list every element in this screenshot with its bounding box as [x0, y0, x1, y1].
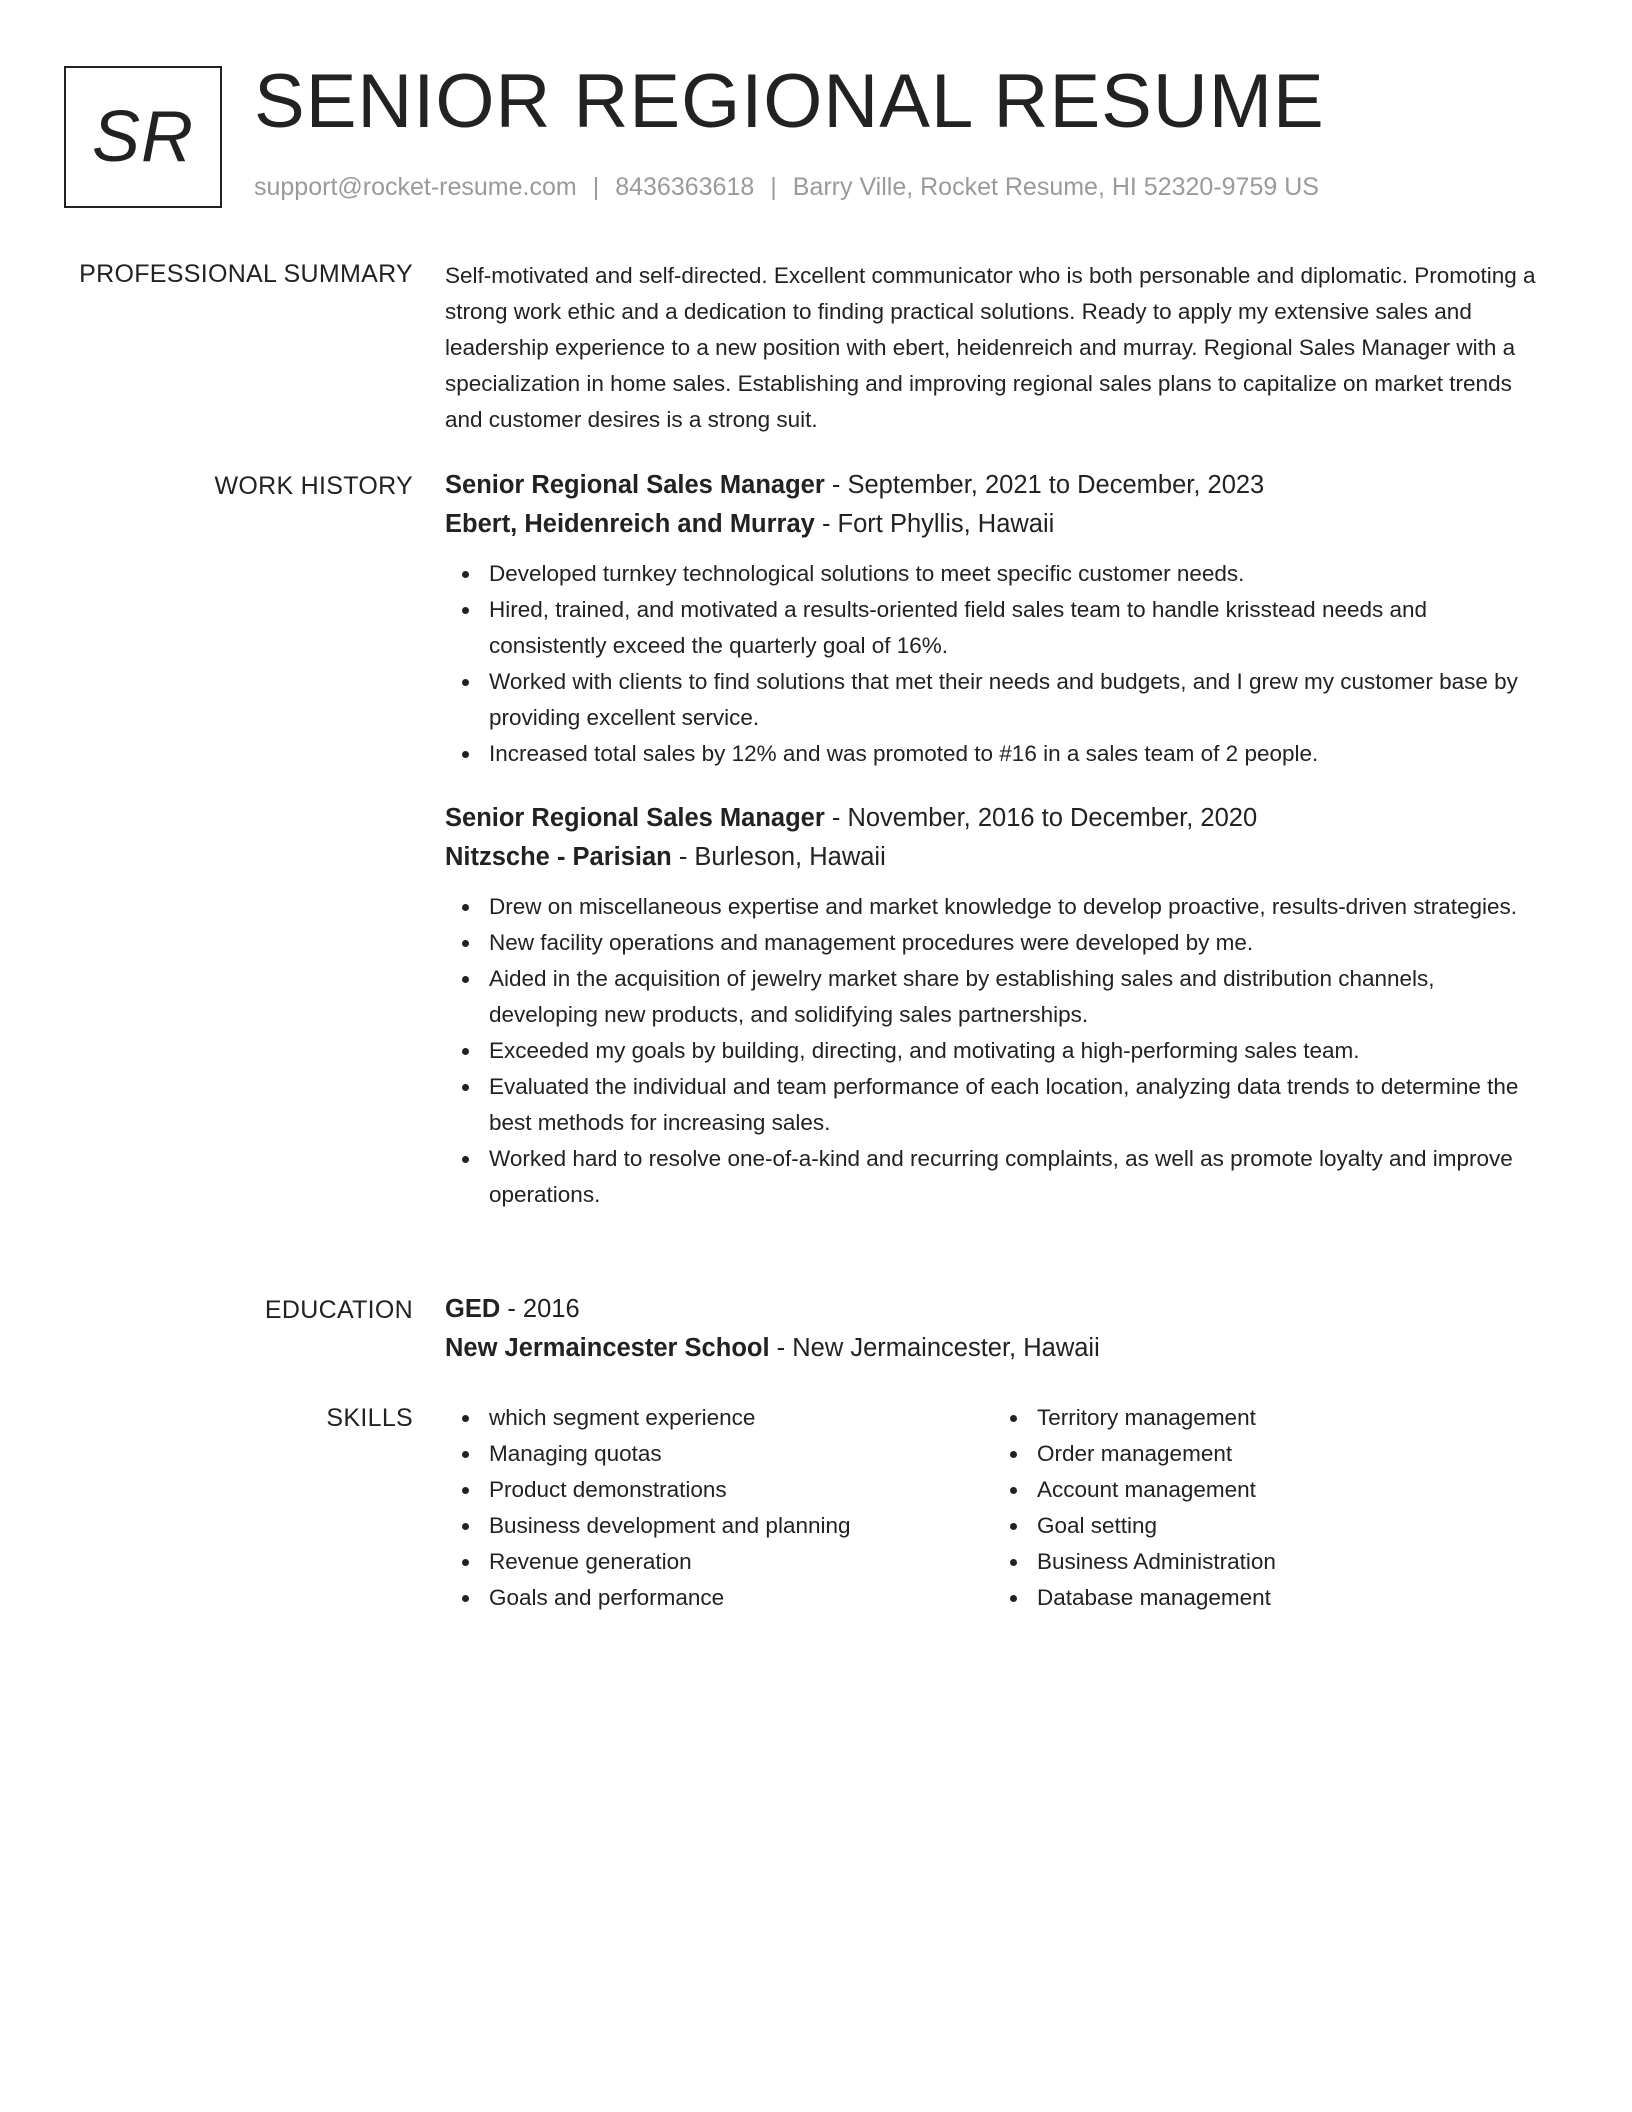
resume-title: SENIOR REGIONAL RESUME: [254, 59, 1325, 144]
job-company-line: [445, 838, 1545, 877]
skill-item: Revenue generation: [445, 1544, 993, 1580]
education-degree-line: [445, 1290, 1545, 1329]
skills-list-right: [993, 1400, 1541, 1616]
section-title-summary: PROFESSIONAL SUMMARY: [79, 260, 413, 288]
contact-separator: |: [592, 173, 600, 201]
job-position: Senior Regional Sales Manager: [445, 804, 825, 832]
job-bullet: Aided in the acquisition of jewelry market share by establishing sales and distribution channels, developing new products, and solidifying sales partnerships.: [445, 961, 1545, 1033]
skill-item: Order management: [993, 1436, 1541, 1472]
monogram-box: [64, 66, 222, 208]
skill-item: Goals and performance: [445, 1580, 993, 1616]
job-title-line: [445, 466, 1545, 505]
skill-item: Business Administration: [993, 1544, 1541, 1580]
job-location: - Fort Phyllis, Hawaii: [814, 510, 1055, 538]
job-title-line: [445, 799, 1545, 838]
education-location: - New Jermaincester, Hawaii: [769, 1334, 1100, 1362]
skills-column-right: [993, 1400, 1541, 1616]
skills-column-left: [445, 1400, 993, 1616]
job-entry: [445, 799, 1545, 1213]
skills-grid: [445, 1400, 1545, 1616]
education-school: New Jermaincester School: [445, 1334, 770, 1362]
skill-item: which segment experience: [445, 1400, 993, 1436]
skill-item: Business development and planning: [445, 1508, 993, 1544]
skill-item: Product demonstrations: [445, 1472, 993, 1508]
job-bullet: Evaluated the individual and team performance of each location, analyzing data trends to determine the best methods for increasing sales.: [445, 1069, 1545, 1141]
job-company: Ebert, Heidenreich and Murray: [445, 510, 815, 538]
education-degree: GED: [445, 1295, 501, 1323]
education-school-line: [445, 1329, 1545, 1368]
contact-line: [254, 173, 1319, 202]
section-title-education: EDUCATION: [264, 1296, 413, 1324]
job-bullet: Drew on miscellaneous expertise and market knowledge to develop proactive, results-driven strategies.: [445, 889, 1545, 925]
job-bullet: New facility operations and management procedures were developed by me.: [445, 925, 1545, 961]
contact-email[interactable]: support@rocket-resume.com: [254, 173, 577, 201]
skill-item: Database management: [993, 1580, 1541, 1616]
job-bullet: Exceeded my goals by building, directing, and motivating a high-performing sales team.: [445, 1033, 1545, 1069]
job-company-line: [445, 505, 1545, 544]
job-bullet: Developed turnkey technological solutions to meet specific customer needs.: [445, 556, 1545, 592]
section-title-skills: SKILLS: [326, 1404, 413, 1432]
job-bullet: Worked with clients to find solutions that met their needs and budgets, and I grew my customer base by providing excellent service.: [445, 664, 1545, 736]
job-bullet: Worked hard to resolve one-of-a-kind and recurring complaints, as well as promote loyalty and improve operations.: [445, 1141, 1545, 1213]
job-position: Senior Regional Sales Manager: [445, 471, 825, 499]
job-bullet: Increased total sales by 12% and was promoted to #16 in a sales team of 2 people.: [445, 736, 1545, 772]
job-company: Nitzsche - Parisian: [445, 843, 672, 871]
skill-item: Goal setting: [993, 1508, 1541, 1544]
education-year: - 2016: [500, 1295, 580, 1323]
skill-item: Managing quotas: [445, 1436, 993, 1472]
job-bullets: [445, 889, 1545, 1213]
job-bullet: Hired, trained, and motivated a results-oriented field sales team to handle krisstead needs and consistently exceed the quarterly goal of 16%.: [445, 592, 1545, 664]
monogram-initials: SR: [91, 97, 195, 177]
contact-separator: |: [770, 173, 777, 201]
skill-item: Territory management: [993, 1400, 1541, 1436]
job-location: - Burleson, Hawaii: [671, 843, 886, 871]
job-dates: - September, 2021 to December, 2023: [824, 471, 1265, 499]
job-entry: [445, 466, 1545, 772]
summary-text: Self-motivated and self-directed. Excellent communicator who is both personable and diplomatic. Promoting a strong work ethic and a dedication to finding practical solutions. Ready to apply my extensive sales and leadership experience to a new position with ebert, heidenreich and murray. Regional Sales Manager with a specialization in home sales. Establishing and improving regional sales plans to capitalize on market trends and customer desires is a strong suit.: [445, 263, 1536, 432]
job-bullets: [445, 556, 1545, 772]
skills-list-left: [445, 1400, 993, 1616]
section-title-work-history: WORK HISTORY: [214, 472, 413, 500]
job-dates: - November, 2016 to December, 2020: [824, 804, 1258, 832]
contact-address: Barry Ville, Rocket Resume, HI 52320-9759 US: [792, 173, 1319, 201]
skill-item: Account management: [993, 1472, 1541, 1508]
contact-phone[interactable]: 8436363618: [615, 173, 755, 201]
